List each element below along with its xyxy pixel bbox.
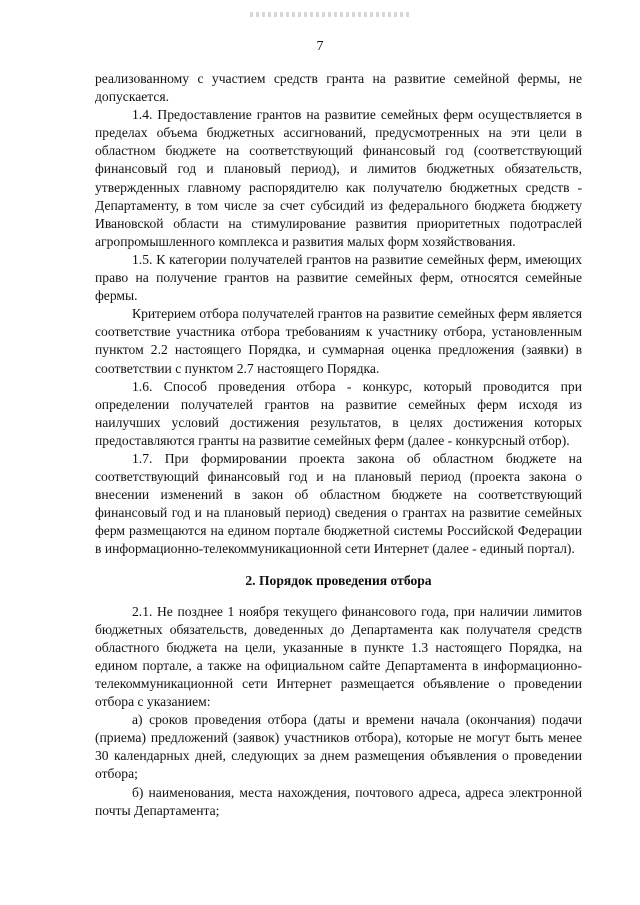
scan-header-mark	[250, 12, 410, 17]
list-item-a: а) сроков проведения отбора (даты и времени начала (окончания) подачи (приема) предложений (заявок) участников отбора), которые не могут быть менее 30 календарных дней, следующих за днем размещения объявления о проведении отбора;	[95, 712, 582, 782]
paragraph-1-4: 1.4. Предоставление грантов на развитие семейных ферм осуществляется в пределах объема бюджетных ассигнований, предусмотренных на эти цели в областном бюджете на соответствующий финансовый год (соответствующий финансовый год и плановый период), и лимитов бюджетных обязательств, утвержденных главному распорядителю как получателю бюджетных средств - Департаменту, в том числе за счет субсидий из федерального бюджета бюджету Ивановской области на стимулирование развития приоритетных подотраслей агропромышленного комплекса и развития малых форм хозяйствования.	[95, 107, 582, 249]
list-item-b: б) наименования, места нахождения, почтового адреса, адреса электронной почты Департамента;	[95, 784, 582, 818]
paragraph-1-5: 1.5. К категории получателей грантов на развитие семейных ферм, имеющих право на получение грантов на развитие семейных ферм, относятся семейные фермы.	[95, 251, 582, 304]
paragraph-2-1: 2.1. Не позднее 1 ноября текущего финансового года, при наличии лимитов бюджетных обязательств, доведенных до Департамента как получателя средств областного бюджета на цели, указанные в пункте 1.3 настоящего Порядка, на едином портале, а также на официальном сайте Департамента в информационно-телекоммуникационной сети Интернет размещается объявление о проведении отбора с указанием:	[95, 603, 582, 710]
paragraph-1-7: 1.7. При формировании проекта закона об областном бюджете на соответствующий финансовый год и на плановый период (проекта закона о внесении изменений в закон об областном бюджете на соответствующий финансовый год и на плановый период) сведения о грантах на развитие семейных ферм размещаются на едином портале бюджетной системы Российской Федерации в информационно-телекоммуникационной сети Интернет (далее - единый портал).	[95, 450, 582, 557]
paragraph-1-6: 1.6. Способ проведения отбора - конкурс, который проводится при определении получателей грантов на развитие семейных ферм исходя из наилучших условий достижения результатов, в целях достижения которых предоставляются гранты на развитие семейных ферм (далее - конкурсный отбор).	[95, 378, 582, 448]
page-number: 7	[316, 39, 324, 54]
section-heading: 2. Порядок проведения отбора	[245, 572, 432, 588]
document-body	[95, 70, 582, 820]
paragraph-selection-criterion: Критерием отбора получателей грантов на развитие семейных ферм является соответствие участника отбора требованиям к участнику отбора, установленным пунктом 2.2 настоящего Порядка, и суммарная оценка предложения (заявки) в соответствии с пунктом 2.7 настоящего Порядка.	[95, 306, 582, 376]
paragraph: реализованному с участием средств гранта на развитие семейной фермы, не допускается.	[95, 71, 582, 105]
